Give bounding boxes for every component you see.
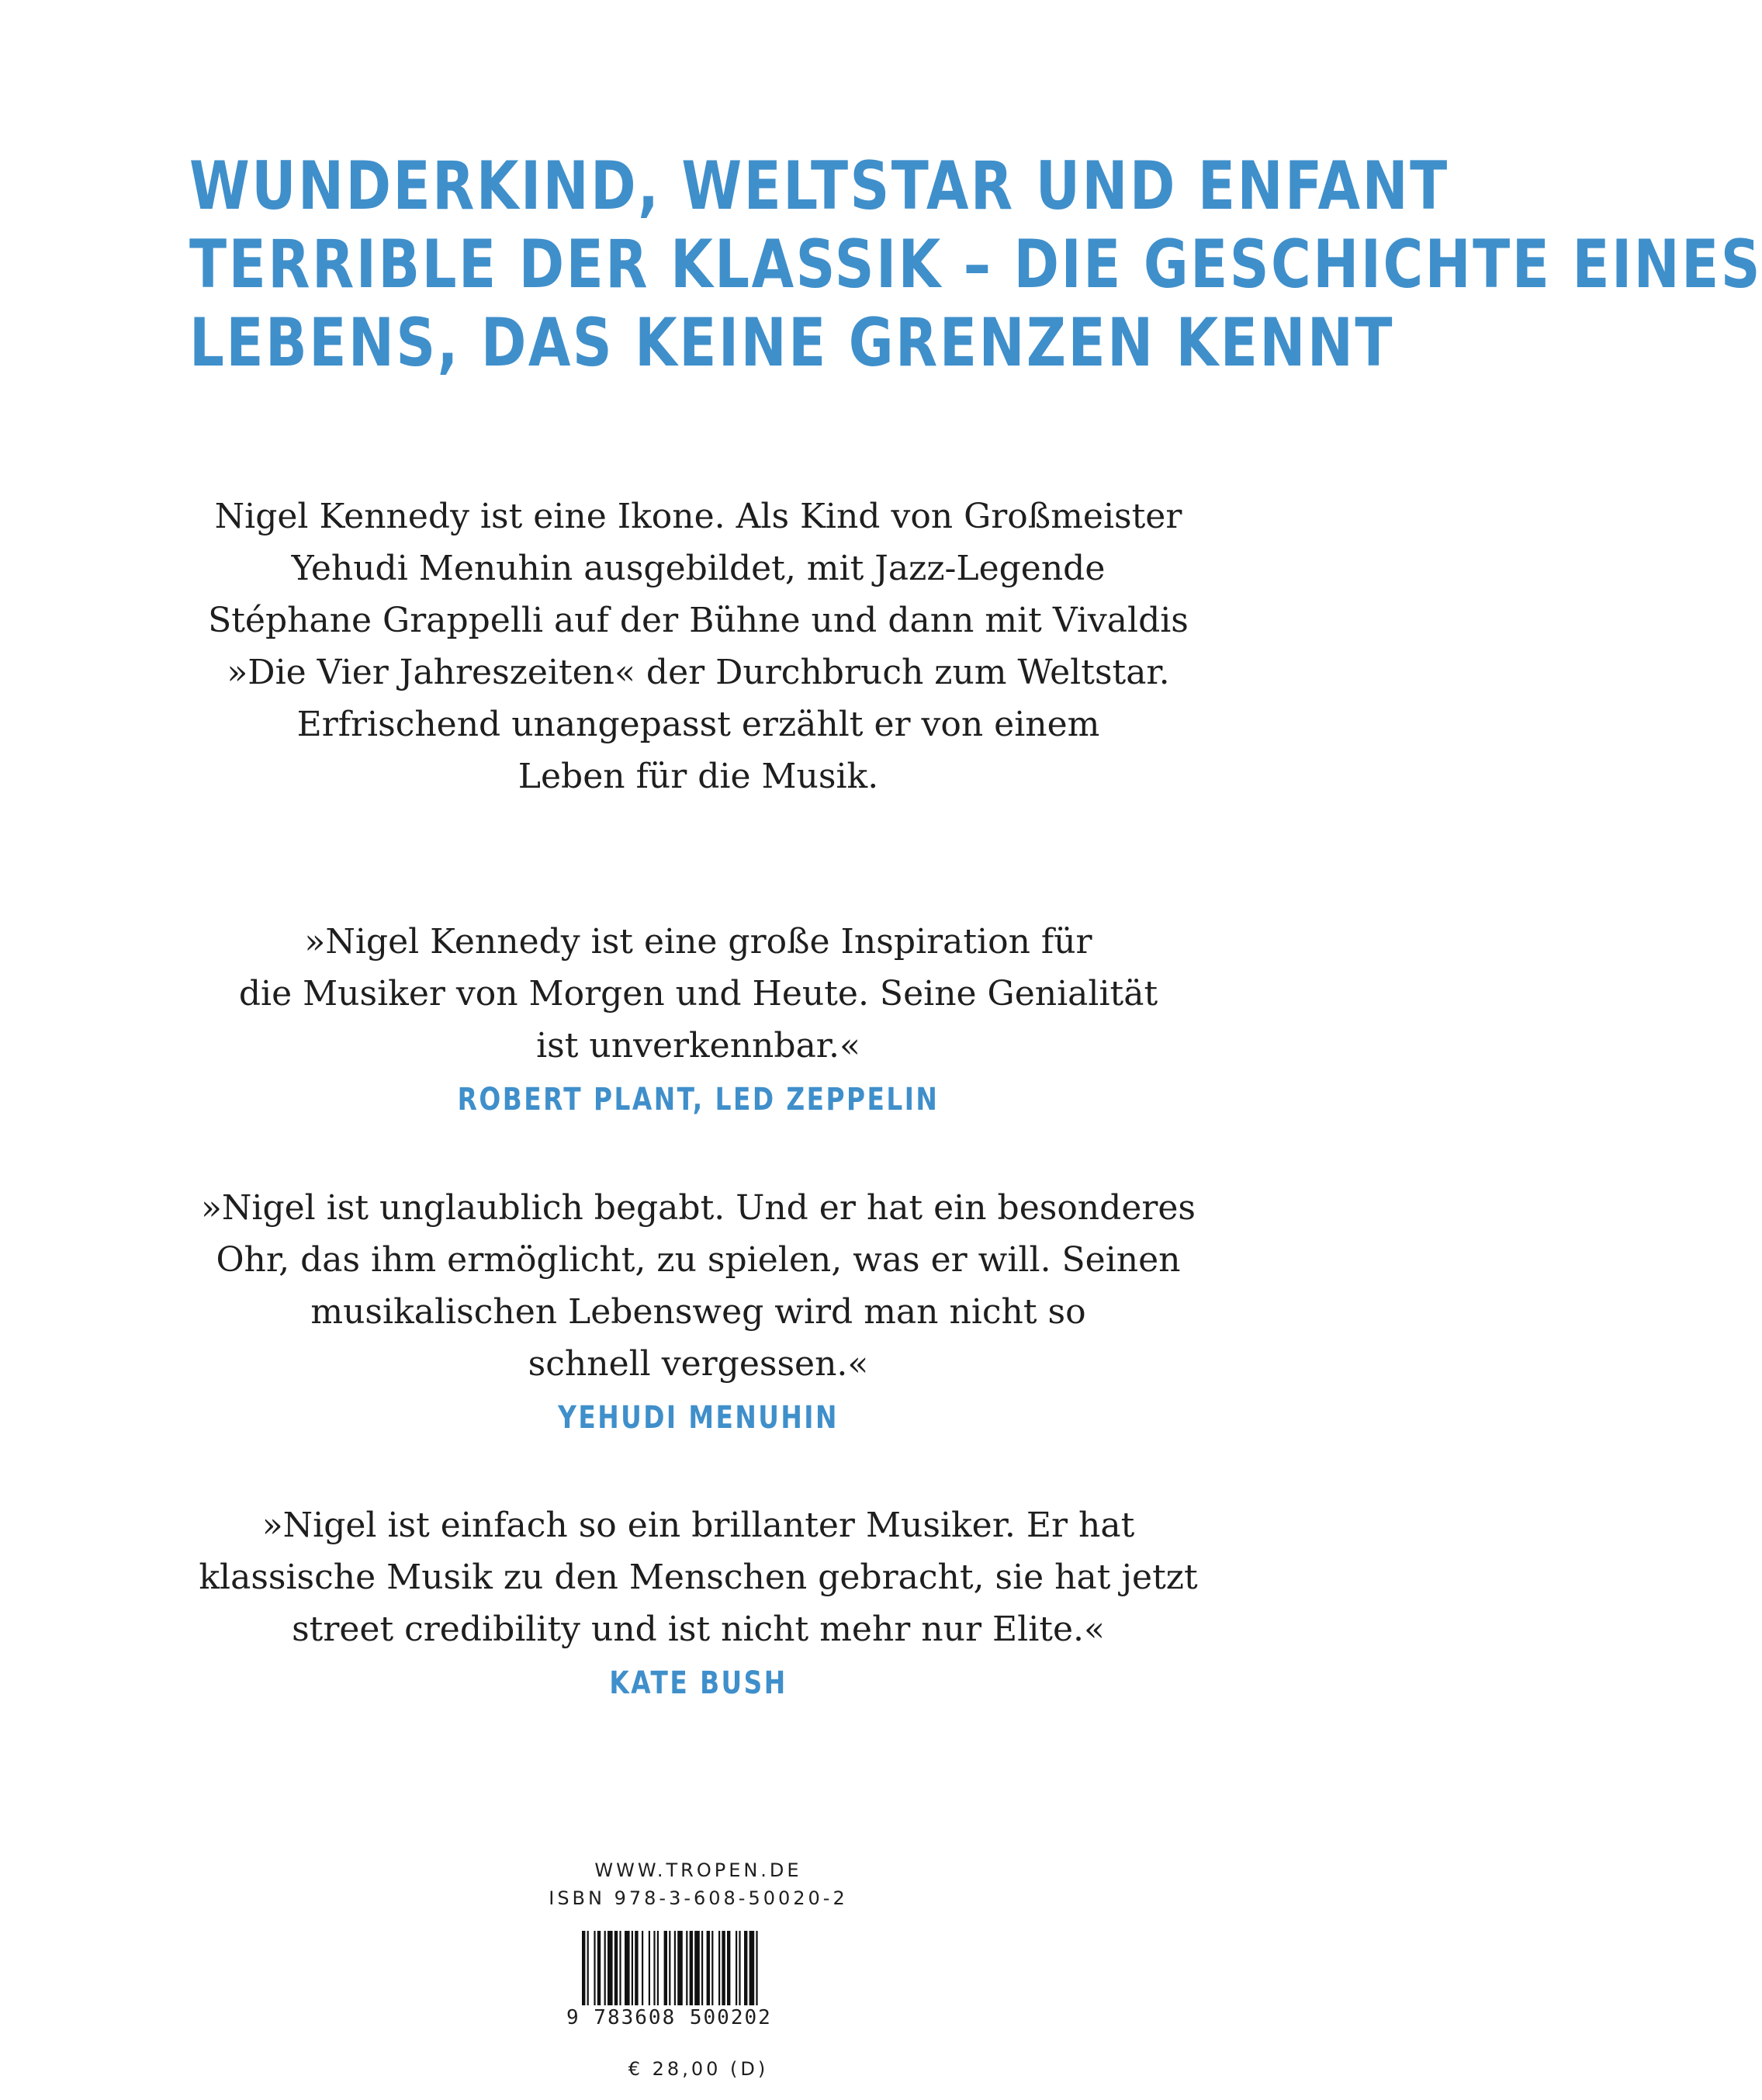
quote-line: »Nigel ist unglaublich begabt. Und er hat ein besonderes (200, 1188, 1196, 1228)
quote-attribution: KATE BUSH (609, 1665, 788, 1701)
quote-line: »Nigel Kennedy ist eine große Inspiration für (304, 922, 1092, 962)
barcode-bar (727, 1931, 730, 2005)
quote-line: musikalischen Lebensweg wird man nicht so (310, 1292, 1086, 1332)
quote-line: »Nigel ist einfach so ein brillanter Musiker. Er hat (261, 1506, 1135, 1545)
barcode-bar (649, 1931, 650, 2005)
quote-line: ist unverkennbar.« (536, 1026, 860, 1066)
quote-kate-bush (116, 1499, 1280, 1655)
barcode-bar (604, 1931, 606, 2005)
price-label: € 28,00 (D) (628, 2058, 769, 2080)
barcode-bar (632, 1931, 633, 2005)
blurb-line: »Die Vier Jahreszeiten« der Durchbruch zum Weltstar. (227, 653, 1170, 692)
headline (189, 147, 1762, 383)
barcode-bar (587, 1931, 589, 2005)
barcode-bar (597, 1931, 601, 2005)
barcode-bar (669, 1931, 670, 2005)
barcode-bar (744, 1931, 747, 2005)
quote-attribution: YEHUDI MENUHIN (558, 1400, 839, 1436)
barcode-bar (707, 1931, 710, 2005)
quote-yehudi-menuhin (116, 1182, 1280, 1390)
barcode-bar (711, 1931, 713, 2005)
quote-line: street credibility und ist nicht mehr nur Elite.« (292, 1610, 1105, 1649)
barcode-bar (739, 1931, 740, 2005)
blurb-line: Yehudi Menuhin ausgebildet, mit Jazz-Legende (291, 549, 1106, 588)
barcode-bar (690, 1931, 693, 2005)
quote-line: klassische Musik zu den Menschen gebracht, sie hat jetzt (199, 1558, 1198, 1597)
barcode-bar (686, 1931, 687, 2005)
publisher-website: WWW.TROPEN.DE (594, 1859, 802, 1881)
barcode-bar (674, 1931, 676, 2005)
headline-line: WUNDERKIND, WELTSTAR UND ENFANT (189, 147, 1449, 225)
barcode-bar (619, 1931, 621, 2005)
barcode-bar (677, 1931, 683, 2005)
blurb-line: Stéphane Grappelli auf der Bühne und dann mit Vivaldis (208, 601, 1189, 640)
barcode-bar (608, 1931, 613, 2005)
barcode-bar (635, 1931, 638, 2005)
headline-line: TERRIBLE DER KLASSIK – DIE GESCHICHTE EINES (189, 226, 1762, 303)
barcode-bar (582, 1931, 585, 2005)
blurb-line: Erfrischend unangepasst erzählt er von einem (296, 705, 1100, 744)
quote-line: die Musiker von Morgen und Heute. Seine Genialität (238, 974, 1158, 1014)
blurb-line: Leben für die Musik. (518, 757, 879, 796)
barcode-bar (657, 1931, 659, 2005)
headline-line: LEBENS, DAS KEINE GRENZEN KENNT (189, 304, 1394, 382)
barcode-bar (614, 1931, 618, 2005)
quote-line: Ohr, das ihm ermöglicht, zu spielen, was er will. Seinen (216, 1240, 1181, 1280)
barcode-bar (653, 1931, 655, 2005)
barcode-bar (594, 1931, 595, 2005)
blurb-line: Nigel Kennedy ist eine Ikone. Als Kind von Großmeister (214, 497, 1182, 536)
barcode-bar (642, 1931, 643, 2005)
quote-robert-plant (116, 916, 1280, 1072)
barcode-bar (736, 1931, 737, 2005)
barcode-icon (566, 1931, 830, 2047)
barcode-digits: 9 783608 500202 (566, 2006, 772, 2029)
barcode-bar (701, 1931, 703, 2005)
barcode-bar (625, 1931, 630, 2005)
barcode-bar (694, 1931, 700, 2005)
isbn-number: ISBN 978-3-608-50020-2 (549, 1887, 848, 1909)
barcode-bar (756, 1931, 757, 2005)
barcode-bar (718, 1931, 720, 2005)
barcode-bar (664, 1931, 667, 2005)
blurb-paragraph (116, 490, 1280, 802)
barcode-bar (749, 1931, 755, 2005)
barcode-bar (722, 1931, 725, 2005)
quote-line: schnell vergessen.« (528, 1344, 869, 1384)
quote-attribution: ROBERT PLANT, LED ZEPPELIN (457, 1082, 940, 1118)
barcode-graphic (566, 1931, 830, 2005)
